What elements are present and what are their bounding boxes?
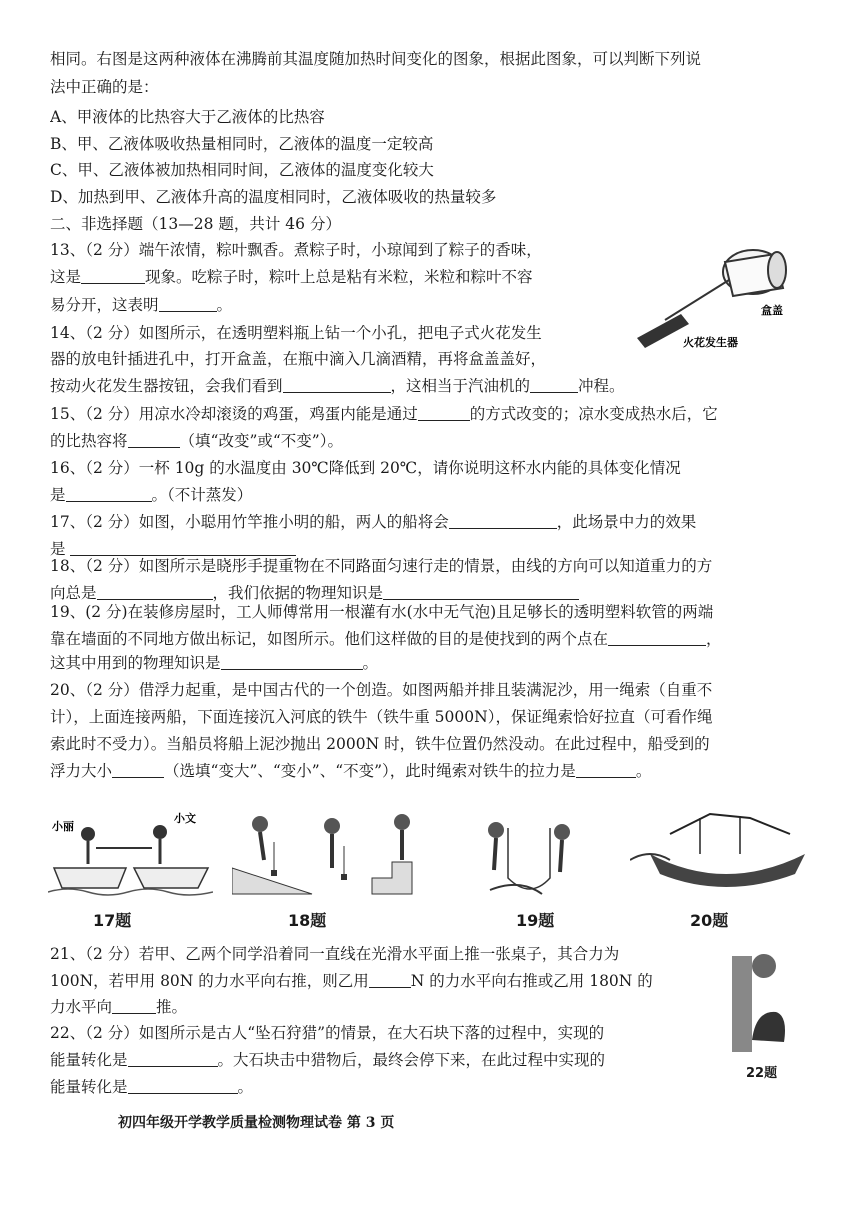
answer-blank[interactable]	[221, 653, 363, 670]
caption-22: 22题	[746, 1066, 778, 1081]
q20-text: 。	[635, 762, 652, 780]
answer-blank[interactable]	[81, 267, 145, 284]
option-b: B、甲、乙液体吸收热量相同时，乙液体的温度一定较高	[50, 135, 434, 153]
answer-blank[interactable]	[283, 376, 391, 393]
q20-line4	[50, 758, 820, 784]
q17-text: 17、（2 分）如图，小聪用竹竿推小明的船，两人的船将会	[50, 513, 449, 531]
q21-text: 100N，若甲用 80N 的力水平向右推，则乙用	[50, 972, 369, 990]
falling-stone	[752, 954, 776, 978]
q17-line1	[50, 509, 820, 535]
q19-water-level-figure	[470, 808, 590, 900]
q15-text: 15、（2 分）用凉水冷却滚烫的鸡蛋，鸡蛋内能是通过	[50, 405, 418, 423]
q21-text: N 的力水平向右推或乙用 180N 的	[410, 972, 653, 990]
q15-text: （填“改变”或“不变”）。	[179, 432, 343, 450]
caption-17: 17题	[93, 911, 132, 930]
answer-blank[interactable]	[97, 583, 213, 600]
q16-line2	[50, 482, 820, 508]
text-line: 法中正确的是：	[50, 78, 159, 96]
caption-19: 19题	[516, 911, 555, 930]
right-boat	[134, 868, 208, 888]
q16-text: 是	[50, 486, 66, 504]
person2-head	[324, 818, 340, 834]
worker1-head	[488, 822, 504, 838]
weight-1	[271, 870, 277, 876]
water-waves	[48, 889, 213, 895]
answer-blank[interactable]	[128, 431, 180, 448]
boat-hull	[650, 854, 805, 887]
q20-text: （选填“变大”、“变小”、“不变”），此时绳索对铁牛的拉力是	[164, 762, 576, 780]
right-person-name: 小文	[174, 812, 196, 825]
q15-text: 的方式改变的；凉水变成热水后，它	[469, 405, 718, 423]
left-person-name: 小丽	[52, 820, 74, 833]
answer-blank[interactable]	[418, 404, 470, 421]
answer-blank[interactable]	[128, 1077, 238, 1094]
q22-text: 能量转化是	[50, 1078, 128, 1096]
worker1-body	[494, 838, 496, 870]
q14-line2: 器的放电针插进孔中，打开盒盖，在瓶中滴入几滴酒精，再将盒盖盖好，	[50, 350, 547, 368]
weight-2	[341, 874, 347, 880]
caption-20: 20题	[690, 911, 729, 930]
q17-text: 是	[50, 540, 66, 558]
answer-blank[interactable]	[530, 376, 578, 393]
plastic-tube	[508, 828, 550, 889]
worker2-body	[560, 840, 562, 872]
text-line: 相同。右图是这两种液体在沸腾前其温度随加热时间变化的图象，根据此图象，可以判断下列说	[50, 50, 702, 68]
answer-blank[interactable]	[112, 997, 156, 1014]
q14-text: 按动火花发生器按钮，会我们看到	[50, 377, 283, 395]
q21-text: 推。	[156, 998, 188, 1016]
q18-text: 向总是	[50, 584, 97, 602]
q20-text: 浮力大小	[50, 762, 113, 780]
answer-blank[interactable]	[608, 629, 706, 646]
option-a: A、甲液体的比热容大于乙液体的比热容	[50, 108, 325, 126]
caption-18: 18题	[288, 911, 327, 930]
q15-line2	[50, 428, 820, 454]
person3-head	[394, 814, 410, 830]
spark-label: 火花发生器	[683, 336, 738, 349]
q14-text: ，这相当于汽油机的	[390, 377, 531, 395]
left-boat	[54, 868, 126, 888]
q13-line3	[50, 292, 690, 318]
q21-line2	[50, 968, 730, 994]
lid-label: 盒盖	[761, 304, 783, 317]
right-person-head	[153, 825, 167, 839]
cliff	[732, 956, 752, 1052]
q18-text: ，我们依据的物理知识是	[212, 584, 384, 602]
needle-line	[665, 280, 729, 320]
worker2-head	[554, 824, 570, 840]
q14-line1: 14、（2 分）如图所示，在透明塑料瓶上钻一个小孔，把电子式火花发生	[50, 324, 542, 342]
q21-line3	[50, 994, 730, 1020]
lid-shape	[768, 252, 786, 288]
q20-line1: 20、（2 分）借浮力起重，是中国古代的一个创造。如图两船并排且装满泥沙，用一绳索（自重不	[50, 681, 713, 699]
tube-coil	[490, 885, 542, 894]
q19-text: 。	[362, 654, 379, 672]
stairs	[372, 862, 412, 894]
answer-blank[interactable]	[159, 295, 217, 312]
q22-text: 能量转化是	[50, 1051, 128, 1069]
q13-line2	[50, 264, 690, 290]
q15-line1	[50, 401, 820, 427]
option-c: C、甲、乙液体被加热相同时间，乙液体的温度变化较大	[50, 161, 434, 179]
answer-blank[interactable]	[449, 512, 557, 529]
q22-line3	[50, 1074, 730, 1100]
q22-text: 。	[237, 1078, 254, 1096]
boat-rigging	[670, 814, 790, 834]
q19-line2	[50, 626, 820, 652]
q18-line1: 18、（2 分）如图所示是晓彤手提重物在不同路面匀速行走的情景，由线的方向可以知道重力的方	[50, 557, 713, 575]
answer-blank[interactable]	[112, 761, 164, 778]
q17-boat-figure	[48, 808, 213, 900]
q13-line1: 13、（2 分）端午浓情，粽叶飘香。煮粽子时，小琼闻到了粽子的香味，	[50, 241, 542, 259]
person1-head	[252, 816, 268, 832]
q22-falling-stone-figure	[726, 950, 796, 1056]
wave	[630, 854, 670, 860]
left-person-head	[81, 827, 95, 841]
q17-text: ，此场景中力的效果	[556, 513, 697, 531]
q22-text: 。大石块击中猎物后，最终会停下来，在此过程中实现的	[217, 1051, 606, 1069]
q19-text: 靠在墙面的不同地方做出标记，如图所示。他们这样做的目的是使找到的两个点在	[50, 630, 609, 648]
q22-line1: 22、（2 分）如图所示是古人“坠石狩猎”的情景，在大石块下落的过程中，实现的	[50, 1024, 605, 1042]
answer-blank[interactable]	[66, 485, 152, 502]
option-d: D、加热到甲、乙液体升高的温度相同时，乙液体吸收的热量较多	[50, 188, 497, 206]
q20-line2: 计），上面连接两船，下面连接沉入河底的铁牛（铁牛重 5000N），保证绳索恰好拉直（可看作绳	[50, 708, 713, 726]
q16-line1: 16、（2 分）一杯 10g 的水温度由 30℃降低到 20℃，请你说明这杯水内能的具体变化情况	[50, 459, 681, 477]
answer-blank[interactable]	[576, 761, 636, 778]
answer-blank[interactable]	[369, 971, 411, 988]
q13-text: 现象。吃粽子时，粽叶上总是粘有米粒，米粒和粽叶不容	[145, 268, 533, 286]
q16-text: 。（不计蒸发）	[151, 486, 253, 504]
answer-blank[interactable]	[383, 583, 579, 600]
q19-text: 这其中用到的物理知识是	[50, 654, 221, 672]
q15-text: 的比热容将	[50, 432, 128, 450]
q21-text: 力水平向	[50, 998, 113, 1016]
answer-blank[interactable]	[128, 1050, 218, 1067]
q22-line2	[50, 1047, 730, 1073]
q20-boats-ox-figure	[630, 804, 820, 900]
q13-text: 。	[216, 296, 233, 314]
section-heading: 二、非选择题（13—28 题，共计 46 分）	[50, 215, 341, 233]
q13-text: 这是	[50, 268, 82, 286]
q13-text: 易分开，这表明	[50, 296, 159, 314]
q14-text: 冲程。	[578, 377, 625, 395]
q19-text: ，	[706, 630, 722, 648]
person1-body	[260, 832, 264, 860]
q18-walking-figure	[232, 808, 422, 900]
q19-line3	[50, 650, 820, 676]
q21-line1: 21、（2 分）若甲、乙两个同学沿着同一直线在光滑水平面上推一张桌子，其合力为	[50, 945, 620, 963]
page-footer: 初四年级开学教学质量检测物理试卷 第 3 页	[118, 1115, 395, 1131]
q20-line3: 索此时不受力）。当船员将船上泥沙抛出 2000N 时，铁牛位置仍然没动。在此过程中，船受到的	[50, 735, 710, 753]
q19-line1: 19、(2 分)在装修房屋时，工人师傅常用一根灌有水(水中无气泡)且足够长的透明塑料软管的两端	[50, 603, 714, 621]
q14-line3	[50, 373, 820, 399]
prey-animal	[752, 1012, 785, 1042]
